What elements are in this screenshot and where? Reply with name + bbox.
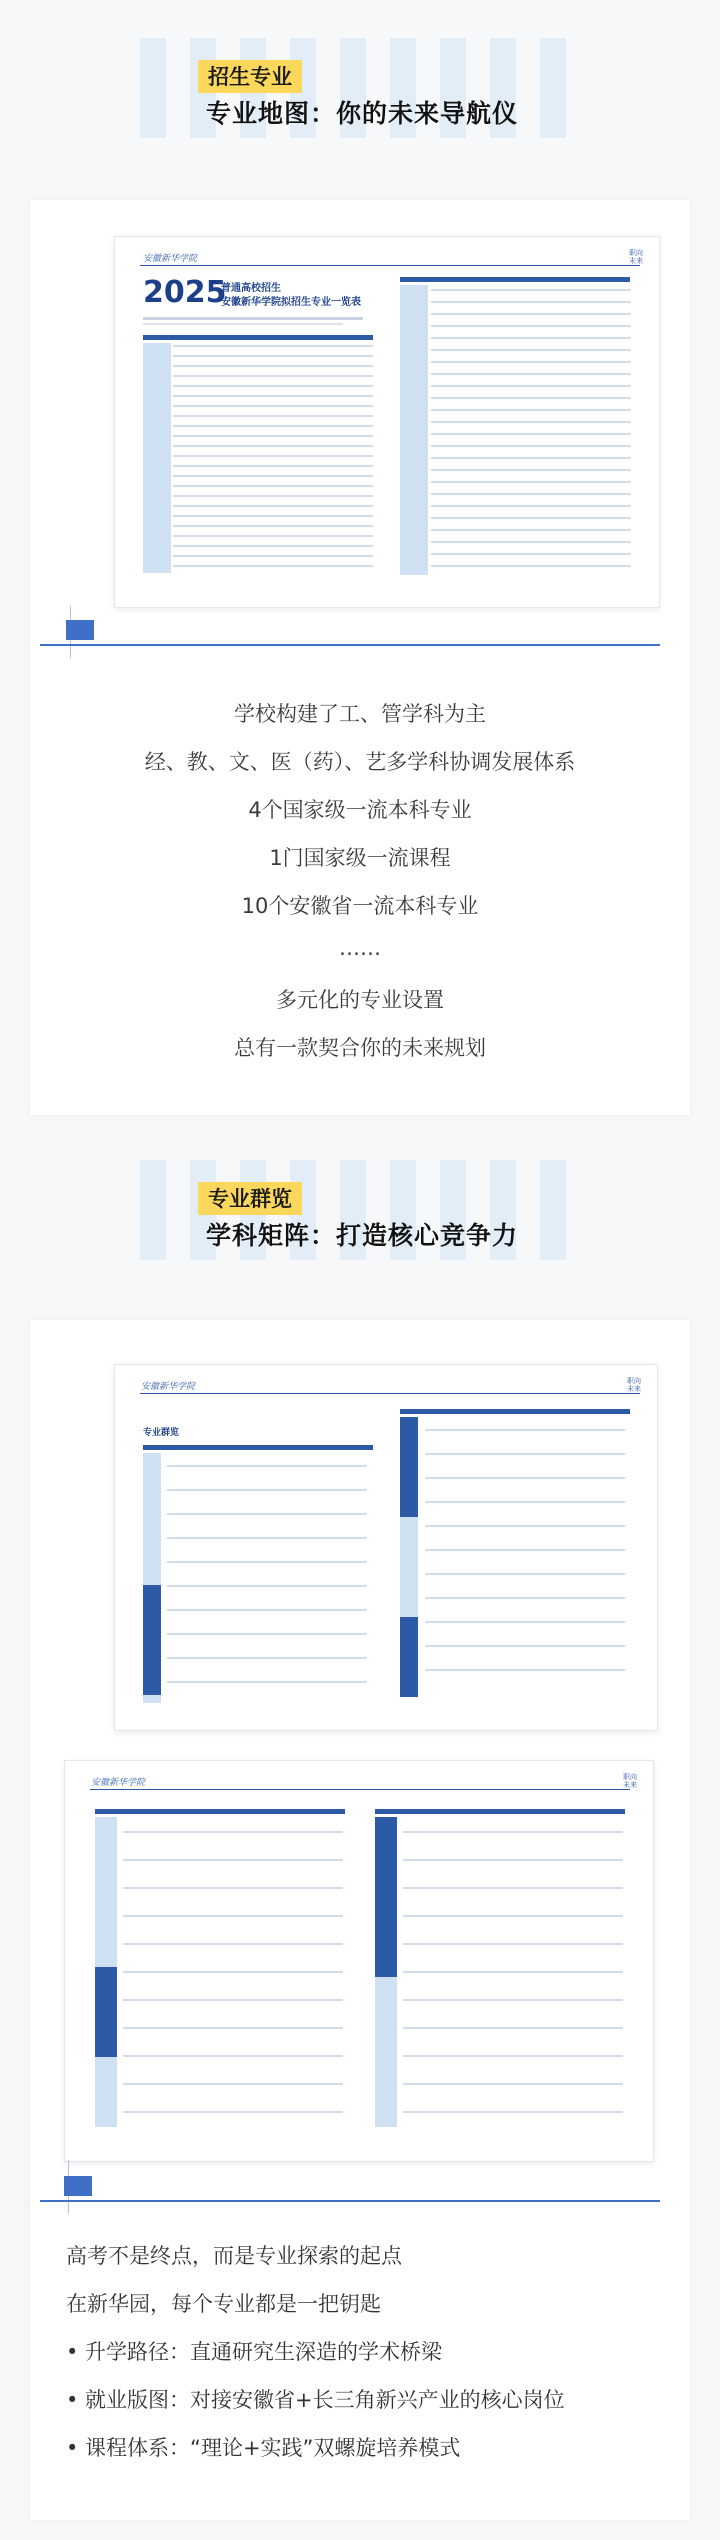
majors-table-document[interactable] — [114, 236, 660, 608]
intro-line-4: 1门国家级一流课程 — [269, 846, 451, 870]
intro-line-7: 总有一款契合你的未来规划 — [234, 1036, 486, 1060]
groups-document-1[interactable] — [114, 1364, 658, 1731]
doc-line1: 普通高校招生 — [221, 283, 281, 294]
section-subtitle: 专业地图：你的未来导航仪 — [206, 99, 519, 128]
section-tag: 专业群览 — [198, 1182, 302, 1215]
intro-line-2: 经、教、文、医（药）、艺多学科协调发展体系 — [144, 750, 576, 774]
doc-corner-mark: 职向 未来 — [627, 1377, 641, 1393]
section-tag: 招生专业 — [198, 60, 302, 93]
groups-line-1: 高考不是终点，而是专业探索的起点 — [66, 2244, 402, 2268]
doc-line2: 安徽新华学院拟招生专业一览表 — [221, 297, 361, 308]
majors-card — [30, 200, 690, 1115]
groups-card — [30, 1320, 690, 2520]
intro-line-3: 4个国家级一流本科专业 — [248, 798, 472, 822]
intro-line-1: 学校构建了工、管学科为主 — [234, 702, 486, 726]
doc-corner-mark: 职向 未来 — [623, 1773, 637, 1789]
divider-line — [40, 644, 660, 646]
doc-logo: 安徽新华学院 — [141, 1382, 196, 1392]
divider-block — [64, 2176, 92, 2196]
doc-heading: 专业群览 — [143, 1428, 180, 1438]
doc-logo: 安徽新华学院 — [91, 1778, 146, 1788]
groups-line-2: 在新华园，每个专业都是一把钥匙 — [66, 2292, 381, 2316]
section-subtitle: 学科矩阵：打造核心竞争力 — [206, 1221, 519, 1250]
intro-line-5: 10个安徽省一流本科专业 — [241, 894, 479, 918]
section-header-groups — [0, 1160, 720, 1260]
doc-logo: 安徽新华学院 — [143, 254, 198, 264]
intro-ellipsis: …… — [339, 936, 381, 960]
groups-bullet-2: • 就业版图：对接安徽省+长三角新兴产业的核心岗位 — [66, 2388, 565, 2412]
doc-corner-mark: 职向 未来 — [629, 249, 643, 265]
divider-line — [40, 2200, 660, 2202]
intro-line-6: 多元化的专业设置 — [276, 988, 444, 1012]
groups-bullet-3: • 课程体系：“理论+实践”双螺旋培养模式 — [66, 2436, 461, 2460]
groups-document-2[interactable] — [64, 1760, 654, 2162]
doc-year: 2025 — [143, 275, 227, 310]
groups-bullet-1: • 升学路径：直通研究生深造的学术桥梁 — [66, 2340, 443, 2364]
section-header-majors — [0, 38, 720, 138]
divider-block — [66, 620, 94, 640]
